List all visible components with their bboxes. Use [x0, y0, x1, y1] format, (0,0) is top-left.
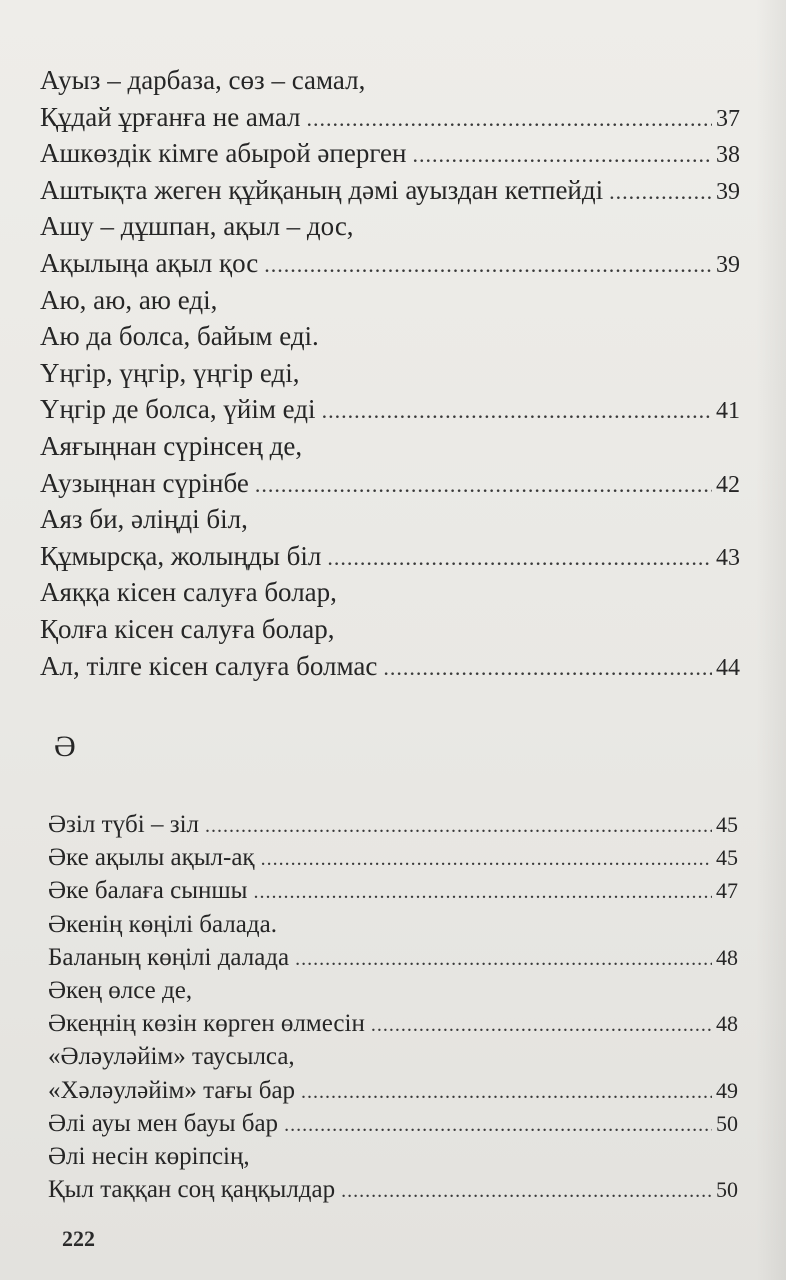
toc-page-ref: 45: [716, 812, 738, 837]
toc-page-ref: 50: [716, 1110, 738, 1136]
toc-entry-text: Ақылыңа ақыл қос: [40, 247, 259, 278]
dot-leader: [301, 1076, 712, 1109]
dot-leader: [255, 467, 712, 504]
toc-page-ref: 45: [716, 845, 738, 871]
toc-line: [48, 808, 738, 841]
toc-line: [48, 1140, 738, 1173]
toc-section-a: [40, 62, 740, 684]
toc-entry-text: Қыл таққан соң қаңқылдар: [48, 1176, 336, 1204]
toc-entry-text: Аю, аю, аю еді,: [40, 284, 218, 315]
toc-line: [40, 99, 740, 136]
toc-page-ref: 50: [716, 1177, 738, 1203]
toc-line: [40, 501, 740, 538]
dot-leader: [295, 943, 712, 976]
toc-line: [48, 1040, 738, 1073]
page-edge-shadow: [756, 0, 786, 1280]
toc-entry-text: Әзіл түбі – зіл: [48, 811, 199, 838]
toc-line: [40, 428, 740, 465]
toc-page-ref: 44: [716, 654, 740, 681]
toc-line: [40, 62, 740, 99]
toc-entry-text: Ашкөздік кімге абырой әперген: [40, 138, 407, 169]
toc-entry-text: Аяққа кісен салуға болар,: [40, 577, 337, 608]
toc-entry-text: Әке ақылы ақыл-ақ: [48, 844, 255, 872]
toc-line: [48, 1007, 738, 1040]
toc-entry-text: Әкенің көңілі балада.: [48, 910, 277, 938]
toc-line: [48, 974, 738, 1007]
page-number: 222: [62, 1226, 95, 1251]
toc-page-ref: 38: [716, 142, 740, 169]
toc-entry-text: Үңгір де болса, үйім еді: [40, 394, 316, 425]
toc-line: [40, 538, 740, 575]
toc-page-ref: 39: [716, 251, 740, 278]
dot-leader: [261, 843, 712, 876]
toc-line: [40, 648, 740, 685]
toc-line: [40, 282, 740, 319]
toc-entry-text: Аузыңнан сүрінбе: [40, 467, 249, 498]
toc-line: [40, 574, 740, 611]
toc-entry-text: Әлі несін көріпсің,: [48, 1142, 250, 1170]
toc-entry-text: Ал, тілге кісен салуға болмас: [40, 650, 378, 681]
toc-page-ref: 37: [716, 105, 740, 132]
toc-page-ref: 47: [716, 878, 738, 904]
toc-line: [40, 355, 740, 392]
toc-entry-text: Ауыз – дарбаза, сөз – самал,: [40, 65, 366, 95]
dot-leader: [205, 810, 712, 843]
toc-entry-text: «Әләуләйім» таусылса,: [48, 1043, 295, 1071]
dot-leader: [253, 876, 712, 909]
toc-entry-text: Қолға кісен салуға болар,: [40, 613, 335, 644]
dot-leader: [371, 1009, 712, 1042]
dot-leader: [307, 101, 712, 138]
toc-line: [40, 135, 740, 172]
toc-line: [48, 1074, 738, 1107]
toc-page-ref: 48: [716, 944, 738, 970]
toc-line: [40, 611, 740, 648]
toc-page-ref: 49: [716, 1077, 738, 1103]
dot-leader: [609, 174, 712, 211]
toc-page-ref: 42: [716, 471, 740, 498]
toc-line: [40, 391, 740, 428]
dot-leader: [284, 1109, 712, 1142]
toc-page-ref: 41: [716, 398, 740, 425]
toc-entry-text: Ашу – дұшпан, ақыл – дос,: [40, 211, 354, 242]
toc-section-ae: [48, 808, 738, 1206]
dot-leader: [341, 1175, 712, 1208]
toc-entry-text: Құдай ұрғанға не амал: [40, 101, 301, 132]
toc-line: [48, 1173, 738, 1206]
dot-leader: [412, 137, 712, 174]
toc-entry-text: Әкеңнің көзін көрген өлмесін: [48, 1010, 365, 1038]
toc-page-ref: 43: [716, 544, 740, 571]
dot-leader: [264, 247, 712, 284]
toc-line: [40, 465, 740, 502]
toc-line: [48, 1107, 738, 1140]
dot-leader: [322, 393, 712, 430]
toc-line: [48, 841, 738, 874]
dot-leader: [383, 650, 712, 687]
toc-entry-text: Құмырсқа, жолыңды біл: [40, 540, 322, 571]
toc-line: [40, 245, 740, 282]
toc-line: [48, 941, 738, 974]
toc-entry-text: Аяз би, әліңді біл,: [40, 504, 248, 535]
toc-line: [48, 874, 738, 907]
toc-entry-text: Аяғыңнан сүрінсең де,: [40, 430, 303, 461]
toc-page-ref: 39: [716, 178, 740, 205]
toc-page-ref: 48: [716, 1011, 738, 1037]
toc-line: [48, 908, 738, 941]
toc-entry-text: Баланың көңілі далада: [48, 943, 290, 971]
toc-entry-text: Аю да болса, байым еді.: [40, 321, 319, 352]
toc-entry-text: Үңгір, үңгір, үңгір еді,: [40, 357, 300, 388]
toc-line: [40, 208, 740, 245]
toc-entry-text: Әлі ауы мен бауы бар: [48, 1109, 279, 1137]
toc-line: [40, 172, 740, 209]
toc-entry-text: «Хәләуләйім» тағы бар: [48, 1076, 296, 1104]
toc-line: [40, 318, 740, 355]
toc-entry-text: Әкең өлсе де,: [48, 976, 193, 1004]
dot-leader: [327, 540, 712, 577]
section-heading: Ә: [54, 730, 76, 763]
toc-entry-text: Әке балаға сыншы: [48, 877, 248, 905]
toc-entry-text: Аштықта жеген құйқаның дәмі ауыздан кетпейді: [40, 174, 604, 205]
